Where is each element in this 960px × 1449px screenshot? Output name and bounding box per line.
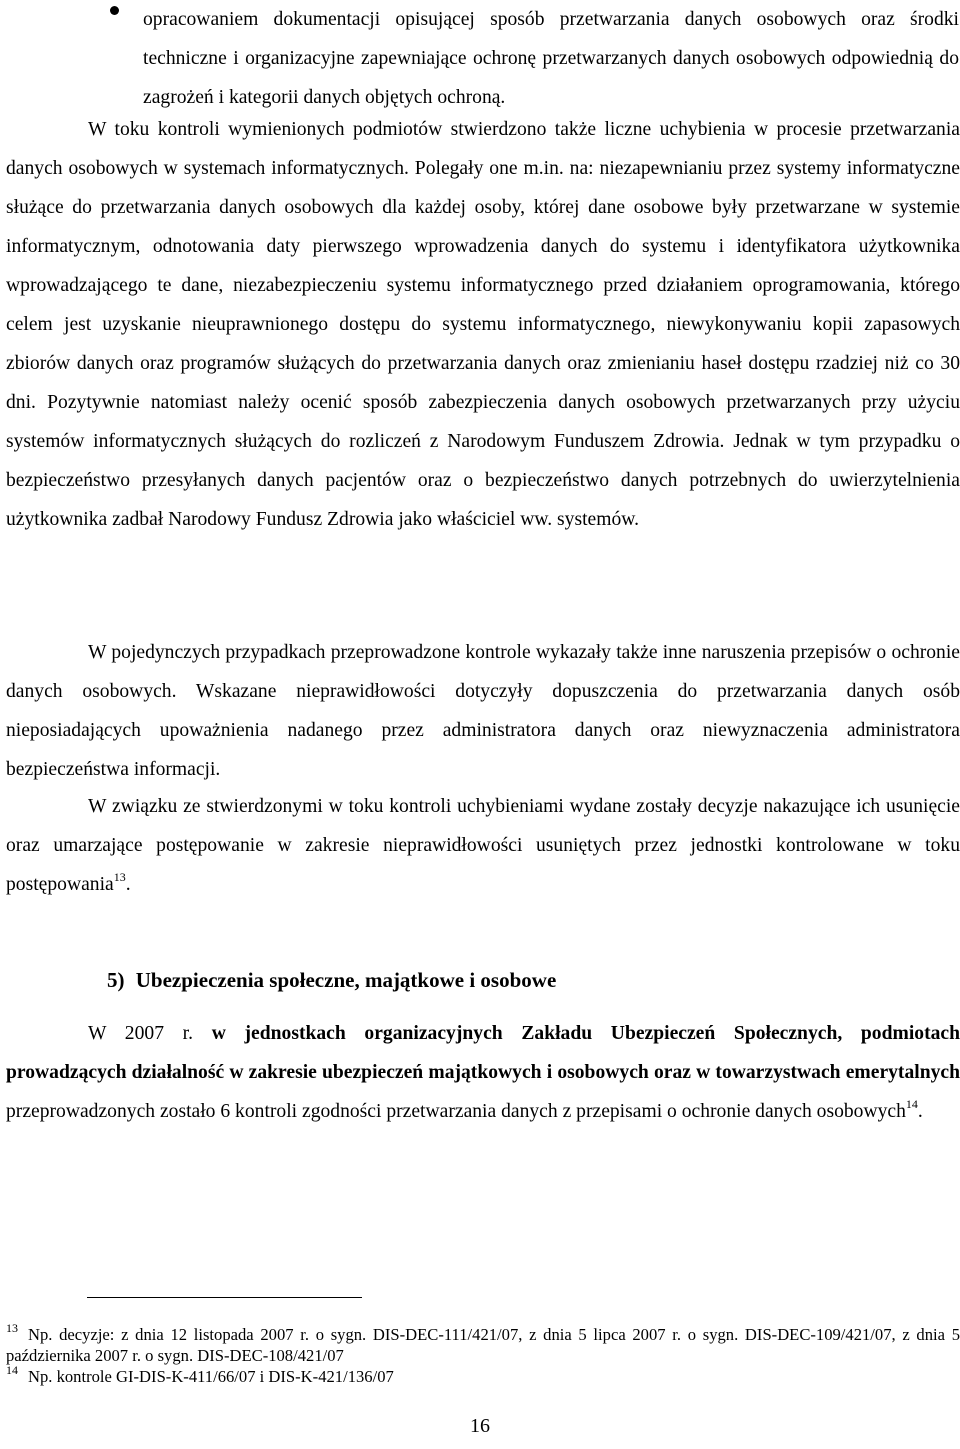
bullet-item — [0, 0, 960, 110]
footnote-ref-14: 14 — [905, 1097, 918, 1111]
footnote-separator — [87, 1297, 362, 1298]
paragraph-insurance — [6, 1014, 960, 1131]
footnote-13-mark: 13 — [6, 1321, 18, 1335]
paragraph-insurance-rest: przeprowadzonych zostało 6 kontroli zgodności przetwarzania danych z przepisami o ochronie danych osobowych — [6, 1101, 906, 1122]
paragraph-violations: W pojedynczych przypadkach przeprowadzone kontrole wykazały także inne naruszenia przepisów o ochronie danych osobowych. Wskazane nieprawidłowości dotyczyły dopuszczenia do przetwarzania danych osób nieposiadających upoważnienia nadanego przez administratora danych oraz niewyznaczenia administratora bezpieczeństwa informacji. — [6, 642, 960, 780]
paragraph-insurance-end: . — [917, 1101, 923, 1122]
footnote-14 — [6, 1363, 960, 1387]
footnote-13 — [6, 1321, 960, 1366]
section-number: 5) — [107, 968, 125, 992]
page-number: 16 — [470, 1415, 490, 1437]
footnote-ref-13: 13 — [113, 870, 126, 884]
bullet-text: opracowaniem dokumentacji opisującej sposób przetwarzania danych osobowych oraz środki techniczne i organizacyjne zapewniające ochronę przetwarzanych danych osobowych odpowiednią do zagrożeń i kategorii danych objętych ochroną. — [143, 9, 959, 108]
paragraph-decisions-text: W związku ze stwierdzonymi w toku kontroli uchybieniami wydane zostały decyzje nakazujące ich usunięcie oraz umarzające postępowanie w zakresie nieprawidłowości usuniętych przez jednostki kontrolowane w toku postępowania — [6, 796, 960, 895]
footnote-13-text: Np. decyzje: z dnia 12 listopada 2007 r. o sygn. DIS-DEC-111/421/07, z dnia 5 lipca 2007 r. o sygn. DIS-DEC-109/421/07, z dnia 5 października 2007 r. o sygn. DIS-DEC-108/421/07 — [6, 1325, 960, 1365]
paragraph-insurance-bold: w jednostkach organizacyjnych Zakładu Ubezpieczeń Społecznych, podmiotach prowadzących działalność w zakresie ubezpieczeń majątkowych i osobowych oraz w towarzystwach emerytalnych — [6, 1023, 960, 1083]
paragraph-decisions-end: . — [125, 874, 131, 895]
paragraph-insurance-lead: W 2007 r. — [88, 1023, 194, 1044]
paragraph-findings: W toku kontroli wymienionych podmiotów stwierdzono także liczne uchybienia w procesie przetwarzania danych osobowych w systemach informatycznych. Polegały one m.in. na: niezapewnianiu przez systemy informatyczne służące do przetwarzania danych osobowych dla każdej osoby, której dane osobowe były przetwarzane w systemie informatycznym, odnotowania daty pierwszego wprowadzenia danych do systemu i identyfikatora użytkownika wprowadzającego te dane, niezabezpieczeniu systemu informatycznego przed działaniem oprogramowania, którego celem jest uzyskanie nieuprawnionego dostępu do systemu informatycznego, niewykonywaniu kopii zapasowych zbiorów danych oraz programów służących do przetwarzania danych oraz zmienianiu haseł dostępu rzadziej niż co 30 dni. Pozytywnie natomiast należy ocenić sposób zabezpieczenia danych osobowych przetwarzanych przy użyciu systemów informatycznych służących do rozliczeń z Narodowym Funduszem Zdrowia. Jednak w tym przypadku o bezpieczeństwo przesyłanych danych pacjentów oraz o bezpieczeństwo danych potrzebnych do uwierzytelnienia użytkownika zadbał Narodowy Fundusz Zdrowia jako właściciel ww. systemów. — [6, 119, 960, 530]
bullet-dot-icon — [110, 6, 119, 15]
paragraph-decisions — [6, 787, 960, 904]
footnote-14-mark: 14 — [6, 1363, 18, 1377]
section-heading — [107, 968, 556, 993]
section-title: Ubezpieczenia społeczne, majątkowe i osobowe — [135, 968, 557, 992]
footnote-14-text: Np. kontrole GI-DIS-K-411/66/07 i DIS-K-421/136/07 — [28, 1367, 394, 1386]
